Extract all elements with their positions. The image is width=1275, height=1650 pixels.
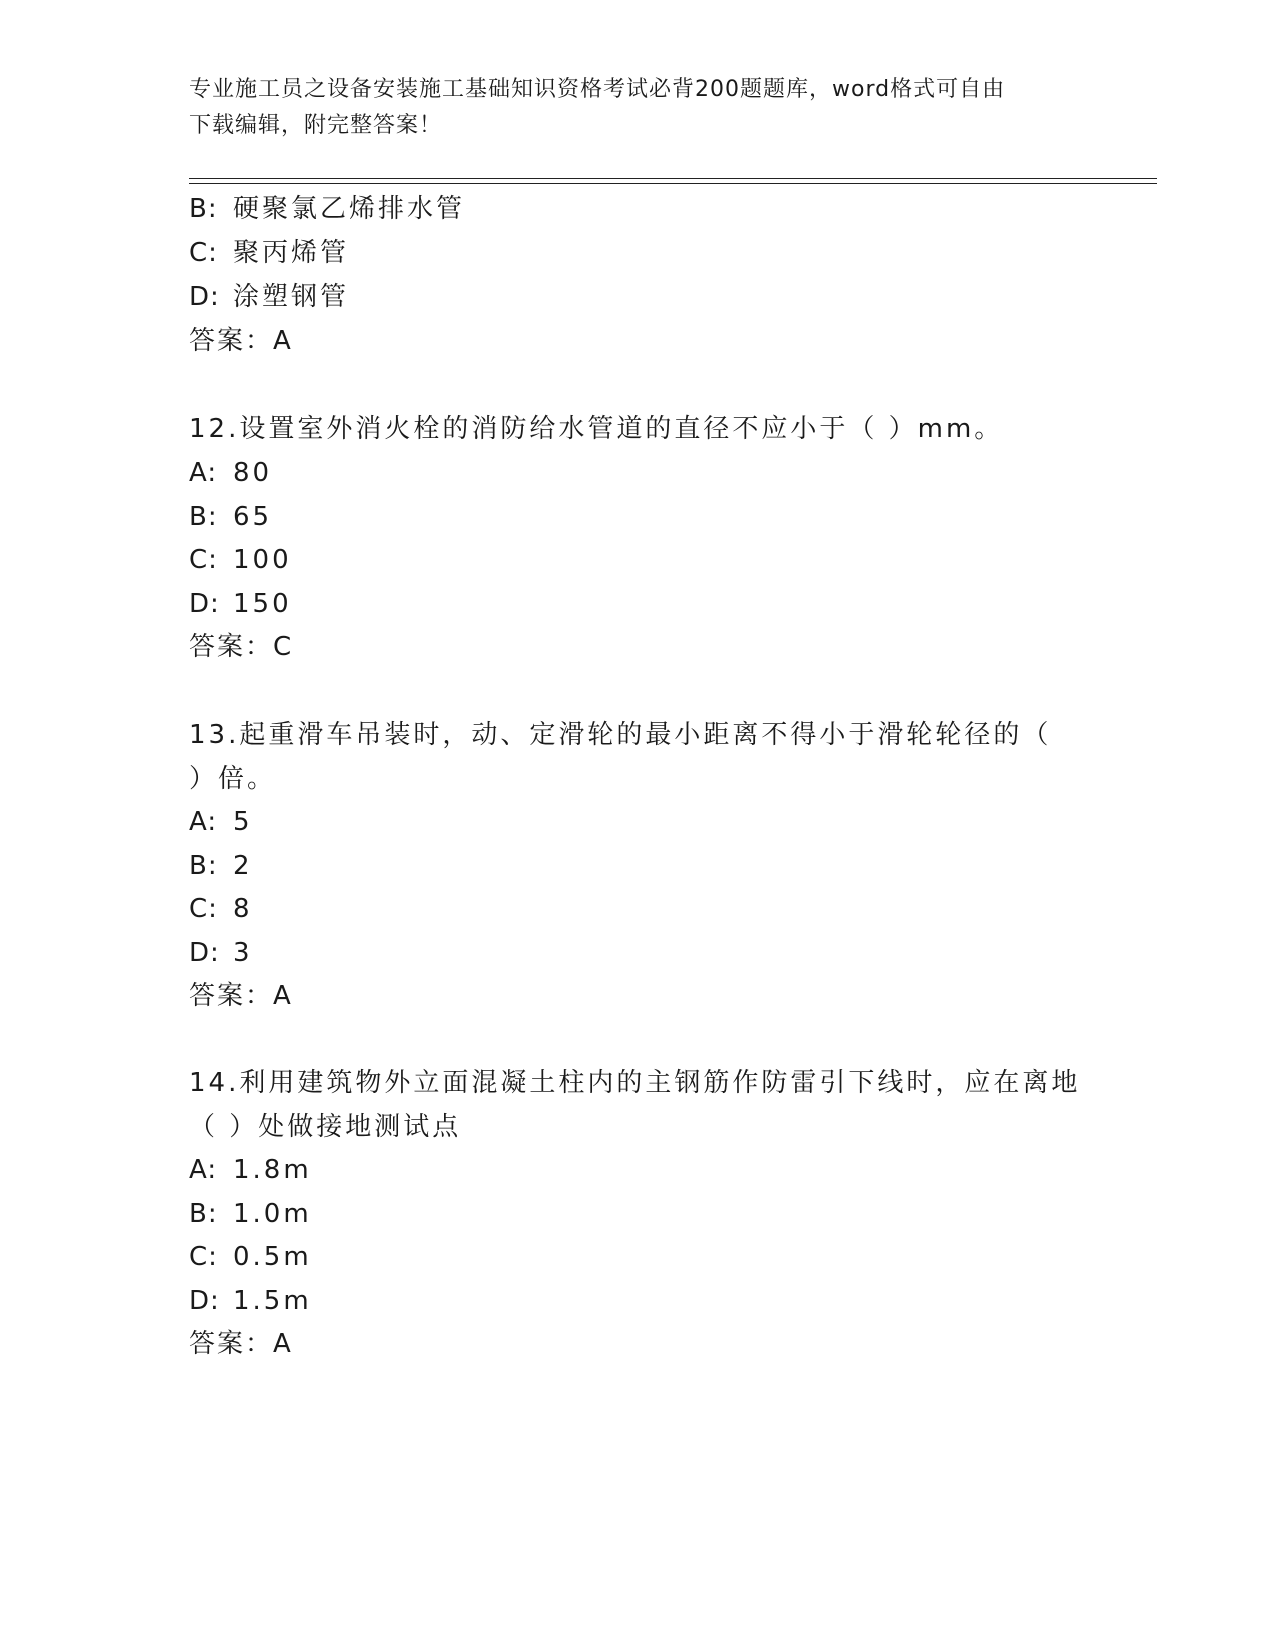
q14-option-d: [189, 1284, 312, 1318]
q13-option-d: [189, 936, 253, 970]
option-key: D:: [189, 938, 220, 968]
answer-value: A: [273, 326, 293, 356]
option-key: C:: [189, 1242, 218, 1272]
q12-stem: 12.设置室外消火栓的消防给水管道的直径不应小于（ ）mm。: [189, 414, 1004, 444]
header-title-line-1: 专业施工员之设备安装施工基础知识资格考试必背200题题库，word格式可自由: [189, 77, 1006, 102]
q14-option-c: [189, 1240, 312, 1274]
q14-stem-line-1: 14.利用建筑物外立面混凝土柱内的主钢筋作防雷引下线时，应在离地: [189, 1068, 1081, 1098]
q14-answer: [189, 1327, 293, 1361]
answer-label: 答案：: [189, 1329, 274, 1359]
option-key: B:: [189, 851, 218, 881]
prev-option-c: [189, 236, 349, 270]
option-key: A:: [189, 1155, 218, 1185]
q12-option-a: [189, 456, 272, 490]
q13-stem-line-1: 13.起重滑车吊装时，动、定滑轮的最小距离不得小于滑轮轮径的（: [189, 720, 1052, 750]
option-key: C:: [189, 238, 218, 268]
q12-option-c: [189, 543, 292, 577]
option-key: C:: [189, 545, 218, 575]
option-key: B:: [189, 1199, 218, 1229]
q14-option-b: [189, 1197, 312, 1231]
option-text: 1.0m: [233, 1199, 312, 1229]
option-text: 1.5m: [233, 1286, 312, 1316]
answer-label: 答案：: [189, 981, 274, 1011]
option-key: D:: [189, 282, 220, 312]
option-key: D:: [189, 1286, 220, 1316]
q14-stem-line-2: （ ）处做接地测试点: [189, 1112, 462, 1142]
q13-option-a: [189, 805, 253, 839]
q12-option-b: [189, 500, 272, 534]
option-text: 150: [233, 589, 292, 619]
q13-option-b: [189, 849, 253, 883]
prev-option-b: [189, 192, 465, 226]
option-text: 聚丙烯管: [233, 238, 350, 268]
option-key: A:: [189, 458, 218, 488]
option-text: 80: [233, 458, 273, 488]
answer-label: 答案：: [189, 632, 274, 662]
option-key: B:: [189, 502, 218, 532]
option-key: C:: [189, 894, 218, 924]
q13-option-c: [189, 892, 253, 926]
prev-option-d: [189, 280, 349, 314]
header-title-line-2: 下载编辑，附完整答案！: [189, 113, 443, 138]
q12-answer: [189, 630, 293, 664]
option-text: 涂塑钢管: [233, 282, 350, 312]
option-text: 3: [233, 938, 253, 968]
option-text: 硬聚氯乙烯排水管: [233, 194, 466, 224]
answer-value: C: [273, 632, 294, 662]
option-text: 65: [233, 502, 273, 532]
option-text: 100: [233, 545, 292, 575]
q13-stem-line-2: ）倍。: [189, 764, 277, 794]
option-key: A:: [189, 807, 218, 837]
document-header: [189, 72, 1089, 144]
q14-option-a: [189, 1153, 312, 1187]
answer-label: 答案：: [189, 326, 274, 356]
q13-answer: [189, 979, 293, 1013]
option-key: B:: [189, 194, 218, 224]
q12-option-d: [189, 587, 292, 621]
prev-answer: [189, 324, 293, 358]
answer-value: A: [273, 1329, 293, 1359]
option-text: 2: [233, 851, 253, 881]
answer-value: A: [273, 981, 293, 1011]
option-key: D:: [189, 589, 220, 619]
header-divider-bottom: [189, 183, 1157, 184]
option-text: 8: [233, 894, 253, 924]
option-text: 5: [233, 807, 253, 837]
header-divider-top: [189, 178, 1157, 179]
option-text: 0.5m: [233, 1242, 312, 1272]
option-text: 1.8m: [233, 1155, 312, 1185]
